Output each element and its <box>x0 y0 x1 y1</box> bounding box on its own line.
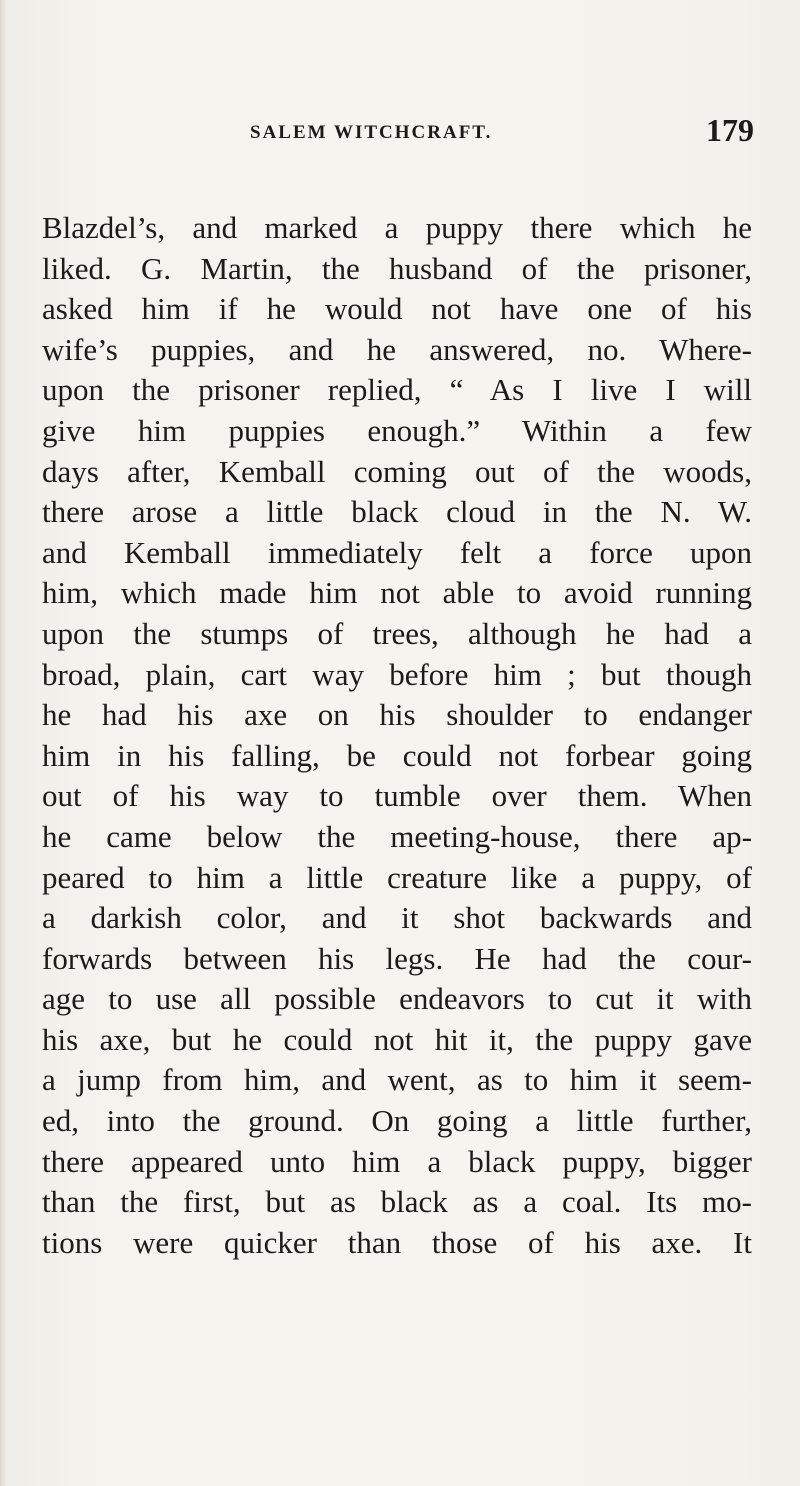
body-text <box>42 208 752 1263</box>
text-line: forwards between his legs. He had the cour- <box>42 940 752 976</box>
text-line: upon the stumps of trees, although he had a <box>42 615 752 651</box>
page-gutter-shadow <box>0 0 6 1486</box>
text-line: his axe, but he could not hit it, the puppy gave <box>42 1021 752 1057</box>
text-line: broad, plain, cart way before him ; but though <box>42 656 752 692</box>
text-line: days after, Kemball coming out of the woods, <box>42 453 752 489</box>
text-line: and Kemball immediately felt a force upon <box>42 534 752 570</box>
text-line: ed, into the ground. On going a little further, <box>42 1103 752 1139</box>
text-line: Blazdel’s, and marked a puppy there which he <box>42 210 752 245</box>
text-line: there arose a little black cloud in the N. W. <box>42 494 752 530</box>
text-line: than the first, but as black as a coal. Its mo- <box>42 1184 752 1220</box>
text-line: age to use all possible endeavors to cut it with <box>42 981 752 1017</box>
text-line: out of his way to tumble over them. When <box>42 778 752 814</box>
text-line: a jump from him, and went, as to him it seem- <box>42 1062 752 1098</box>
text-line: asked him if he would not have one of his <box>42 291 752 327</box>
text-line: he had his axe on his shoulder to endanger <box>42 697 752 733</box>
text-line: there appeared unto him a black puppy, bigger <box>42 1143 752 1179</box>
text-line: give him puppies enough.” Within a few <box>42 412 752 448</box>
text-line: a darkish color, and it shot backwards and <box>42 900 752 936</box>
text-line: tions were quicker than those of his axe. It <box>42 1224 752 1260</box>
text-line: peared to him a little creature like a puppy, of <box>42 859 752 895</box>
running-head <box>0 112 800 152</box>
text-line: wife’s puppies, and he answered, no. Where- <box>42 331 752 367</box>
page-number: 179 <box>706 112 754 148</box>
running-title: SALEM WITCHCRAFT. <box>250 122 493 143</box>
text-line: him in his falling, be could not forbear going <box>42 737 752 773</box>
text-line: him, which made him not able to avoid running <box>42 575 752 611</box>
text-line: upon the prisoner replied, “ As I live I will <box>42 372 752 408</box>
text-line: he came below the meeting-house, there ap- <box>42 818 752 854</box>
text-line: liked. G. Martin, the husband of the prisoner, <box>42 250 752 286</box>
